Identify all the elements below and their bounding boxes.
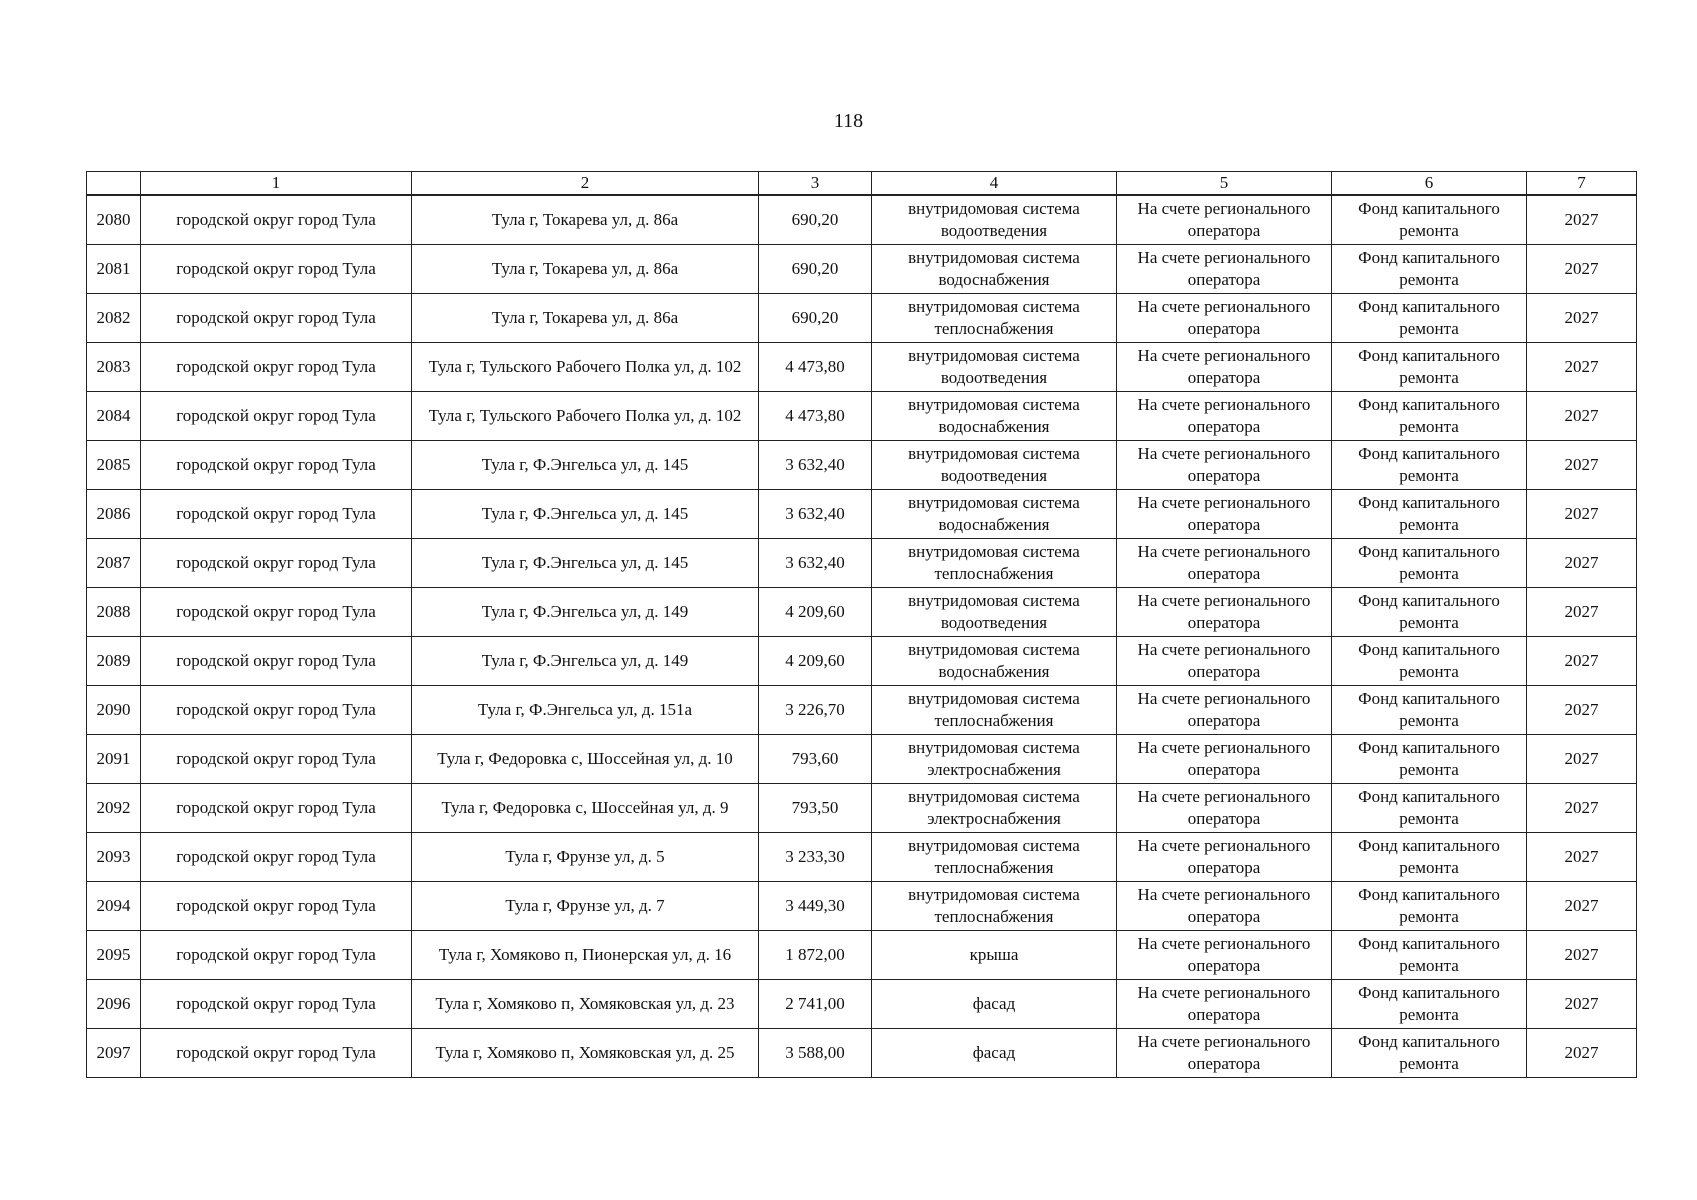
address-cell: Тула г, Ф.Энгельса ул, д. 151а xyxy=(412,686,759,735)
work-type-cell: внутридомовая система водоснабжения xyxy=(872,637,1117,686)
area-cell: 4 209,60 xyxy=(759,588,872,637)
municipality-cell: городской округ город Тула xyxy=(141,343,412,392)
work-type-cell: крыша xyxy=(872,931,1117,980)
funding-source-cell: Фонд капитального ремонта xyxy=(1332,931,1527,980)
account-method-cell: На счете регионального оператора xyxy=(1117,833,1332,882)
municipality-cell: городской округ город Тула xyxy=(141,539,412,588)
municipality-cell: городской округ город Тула xyxy=(141,735,412,784)
table-row xyxy=(87,539,1637,588)
row-number-cell: 2086 xyxy=(87,490,141,539)
address-cell: Тула г, Хомяково п, Хомяковская ул, д. 25 xyxy=(412,1029,759,1078)
work-type-cell: внутридомовая система теплоснабжения xyxy=(872,833,1117,882)
work-type-cell: внутридомовая система теплоснабжения xyxy=(872,294,1117,343)
row-number-cell: 2091 xyxy=(87,735,141,784)
row-number-cell: 2088 xyxy=(87,588,141,637)
row-number-cell: 2094 xyxy=(87,882,141,931)
row-number-cell: 2096 xyxy=(87,980,141,1029)
municipality-cell: городской округ город Тула xyxy=(141,980,412,1029)
funding-source-cell: Фонд капитального ремонта xyxy=(1332,441,1527,490)
funding-source-cell: Фонд капитального ремонта xyxy=(1332,195,1527,245)
account-method-cell: На счете регионального оператора xyxy=(1117,637,1332,686)
area-cell: 3 233,30 xyxy=(759,833,872,882)
work-type-cell: внутридомовая система теплоснабжения xyxy=(872,882,1117,931)
municipality-cell: городской округ город Тула xyxy=(141,1029,412,1078)
funding-source-cell: Фонд капитального ремонта xyxy=(1332,735,1527,784)
table-row xyxy=(87,686,1637,735)
year-cell: 2027 xyxy=(1527,490,1637,539)
work-type-cell: внутридомовая система водоснабжения xyxy=(872,245,1117,294)
address-cell: Тула г, Ф.Энгельса ул, д. 145 xyxy=(412,441,759,490)
year-cell: 2027 xyxy=(1527,343,1637,392)
table-row xyxy=(87,441,1637,490)
account-method-cell: На счете регионального оператора xyxy=(1117,686,1332,735)
work-type-cell: внутридомовая система водоотведения xyxy=(872,588,1117,637)
area-cell: 690,20 xyxy=(759,195,872,245)
row-number-cell: 2082 xyxy=(87,294,141,343)
area-cell: 4 473,80 xyxy=(759,392,872,441)
table-row xyxy=(87,637,1637,686)
year-cell: 2027 xyxy=(1527,441,1637,490)
area-cell: 1 872,00 xyxy=(759,931,872,980)
row-number-cell: 2087 xyxy=(87,539,141,588)
work-type-cell: внутридомовая система водоотведения xyxy=(872,343,1117,392)
account-method-cell: На счете регионального оператора xyxy=(1117,490,1332,539)
year-cell: 2027 xyxy=(1527,245,1637,294)
row-number-cell: 2090 xyxy=(87,686,141,735)
page-number: 118 xyxy=(833,110,864,132)
account-method-cell: На счете регионального оператора xyxy=(1117,1029,1332,1078)
header-cell-2: 2 xyxy=(412,172,759,196)
area-cell: 3 632,40 xyxy=(759,490,872,539)
account-method-cell: На счете регионального оператора xyxy=(1117,784,1332,833)
area-cell: 3 449,30 xyxy=(759,882,872,931)
account-method-cell: На счете регионального оператора xyxy=(1117,882,1332,931)
area-cell: 793,50 xyxy=(759,784,872,833)
municipality-cell: городской округ город Тула xyxy=(141,441,412,490)
account-method-cell: На счете регионального оператора xyxy=(1117,392,1332,441)
row-number-cell: 2084 xyxy=(87,392,141,441)
work-type-cell: внутридомовая система водоснабжения xyxy=(872,490,1117,539)
municipality-cell: городской округ город Тула xyxy=(141,637,412,686)
area-cell: 3 226,70 xyxy=(759,686,872,735)
row-number-cell: 2097 xyxy=(87,1029,141,1078)
area-cell: 690,20 xyxy=(759,294,872,343)
table-row xyxy=(87,882,1637,931)
table-row xyxy=(87,490,1637,539)
year-cell: 2027 xyxy=(1527,294,1637,343)
address-cell: Тула г, Ф.Энгельса ул, д. 145 xyxy=(412,490,759,539)
municipality-cell: городской округ город Тула xyxy=(141,392,412,441)
year-cell: 2027 xyxy=(1527,735,1637,784)
account-method-cell: На счете регионального оператора xyxy=(1117,195,1332,245)
work-type-cell: внутридомовая система водоснабжения xyxy=(872,392,1117,441)
account-method-cell: На счете регионального оператора xyxy=(1117,441,1332,490)
row-number-cell: 2081 xyxy=(87,245,141,294)
funding-source-cell: Фонд капитального ремонта xyxy=(1332,294,1527,343)
table-row xyxy=(87,294,1637,343)
funding-source-cell: Фонд капитального ремонта xyxy=(1332,588,1527,637)
municipality-cell: городской округ город Тула xyxy=(141,882,412,931)
year-cell: 2027 xyxy=(1527,980,1637,1029)
row-number-cell: 2089 xyxy=(87,637,141,686)
account-method-cell: На счете регионального оператора xyxy=(1117,980,1332,1029)
header-cell-5: 5 xyxy=(1117,172,1332,196)
year-cell: 2027 xyxy=(1527,1029,1637,1078)
table-body xyxy=(87,195,1637,1078)
work-type-cell: внутридомовая система водоотведения xyxy=(872,441,1117,490)
address-cell: Тула г, Ф.Энгельса ул, д. 145 xyxy=(412,539,759,588)
year-cell: 2027 xyxy=(1527,637,1637,686)
header-cell-7: 7 xyxy=(1527,172,1637,196)
header-row xyxy=(87,172,1637,196)
funding-source-cell: Фонд капитального ремонта xyxy=(1332,833,1527,882)
work-type-cell: внутридомовая система теплоснабжения xyxy=(872,539,1117,588)
address-cell: Тула г, Тульского Рабочего Полка ул, д. 102 xyxy=(412,343,759,392)
account-method-cell: На счете регионального оператора xyxy=(1117,539,1332,588)
row-number-cell: 2085 xyxy=(87,441,141,490)
table-row xyxy=(87,195,1637,245)
account-method-cell: На счете регионального оператора xyxy=(1117,735,1332,784)
year-cell: 2027 xyxy=(1527,195,1637,245)
year-cell: 2027 xyxy=(1527,392,1637,441)
municipality-cell: городской округ город Тула xyxy=(141,294,412,343)
account-method-cell: На счете регионального оператора xyxy=(1117,931,1332,980)
table-row xyxy=(87,980,1637,1029)
address-cell: Тула г, Федоровка с, Шоссейная ул, д. 10 xyxy=(412,735,759,784)
address-cell: Тула г, Фрунзе ул, д. 5 xyxy=(412,833,759,882)
row-number-cell: 2083 xyxy=(87,343,141,392)
funding-source-cell: Фонд капитального ремонта xyxy=(1332,882,1527,931)
table-row xyxy=(87,735,1637,784)
funding-source-cell: Фонд капитального ремонта xyxy=(1332,686,1527,735)
municipality-cell: городской округ город Тула xyxy=(141,931,412,980)
municipality-cell: городской округ город Тула xyxy=(141,784,412,833)
area-cell: 4 209,60 xyxy=(759,637,872,686)
area-cell: 690,20 xyxy=(759,245,872,294)
work-type-cell: фасад xyxy=(872,980,1117,1029)
municipality-cell: городской округ город Тула xyxy=(141,195,412,245)
work-type-cell: внутридомовая система водоотведения xyxy=(872,195,1117,245)
year-cell: 2027 xyxy=(1527,833,1637,882)
address-cell: Тула г, Токарева ул, д. 86а xyxy=(412,245,759,294)
account-method-cell: На счете регионального оператора xyxy=(1117,245,1332,294)
registry-table xyxy=(86,171,1637,1078)
table-row xyxy=(87,833,1637,882)
address-cell: Тула г, Тульского Рабочего Полка ул, д. 102 xyxy=(412,392,759,441)
year-cell: 2027 xyxy=(1527,784,1637,833)
table-row xyxy=(87,784,1637,833)
area-cell: 3 632,40 xyxy=(759,441,872,490)
address-cell: Тула г, Хомяково п, Пионерская ул, д. 16 xyxy=(412,931,759,980)
header-cell-1: 1 xyxy=(141,172,412,196)
table-row xyxy=(87,343,1637,392)
year-cell: 2027 xyxy=(1527,686,1637,735)
funding-source-cell: Фонд капитального ремонта xyxy=(1332,784,1527,833)
funding-source-cell: Фонд капитального ремонта xyxy=(1332,343,1527,392)
address-cell: Тула г, Фрунзе ул, д. 7 xyxy=(412,882,759,931)
municipality-cell: городской округ город Тула xyxy=(141,686,412,735)
work-type-cell: внутридомовая система электроснабжения xyxy=(872,784,1117,833)
funding-source-cell: Фонд капитального ремонта xyxy=(1332,980,1527,1029)
funding-source-cell: Фонд капитального ремонта xyxy=(1332,392,1527,441)
address-cell: Тула г, Токарева ул, д. 86а xyxy=(412,195,759,245)
table-row xyxy=(87,588,1637,637)
account-method-cell: На счете регионального оператора xyxy=(1117,343,1332,392)
funding-source-cell: Фонд капитального ремонта xyxy=(1332,539,1527,588)
year-cell: 2027 xyxy=(1527,931,1637,980)
funding-source-cell: Фонд капитального ремонта xyxy=(1332,245,1527,294)
area-cell: 3 588,00 xyxy=(759,1029,872,1078)
municipality-cell: городской округ город Тула xyxy=(141,588,412,637)
year-cell: 2027 xyxy=(1527,882,1637,931)
funding-source-cell: Фонд капитального ремонта xyxy=(1332,1029,1527,1078)
address-cell: Тула г, Ф.Энгельса ул, д. 149 xyxy=(412,637,759,686)
area-cell: 3 632,40 xyxy=(759,539,872,588)
address-cell: Тула г, Хомяково п, Хомяковская ул, д. 23 xyxy=(412,980,759,1029)
table-row xyxy=(87,931,1637,980)
work-type-cell: фасад xyxy=(872,1029,1117,1078)
area-cell: 4 473,80 xyxy=(759,343,872,392)
row-number-cell: 2080 xyxy=(87,195,141,245)
row-number-cell: 2095 xyxy=(87,931,141,980)
area-cell: 2 741,00 xyxy=(759,980,872,1029)
address-cell: Тула г, Федоровка с, Шоссейная ул, д. 9 xyxy=(412,784,759,833)
header-cell-4: 4 xyxy=(872,172,1117,196)
funding-source-cell: Фонд капитального ремонта xyxy=(1332,637,1527,686)
work-type-cell: внутридомовая система электроснабжения xyxy=(872,735,1117,784)
municipality-cell: городской округ город Тула xyxy=(141,833,412,882)
funding-source-cell: Фонд капитального ремонта xyxy=(1332,490,1527,539)
header-cell-num xyxy=(87,172,141,196)
row-number-cell: 2093 xyxy=(87,833,141,882)
account-method-cell: На счете регионального оператора xyxy=(1117,294,1332,343)
year-cell: 2027 xyxy=(1527,539,1637,588)
table-row xyxy=(87,245,1637,294)
area-cell: 793,60 xyxy=(759,735,872,784)
table-header xyxy=(87,172,1637,196)
municipality-cell: городской округ город Тула xyxy=(141,245,412,294)
address-cell: Тула г, Ф.Энгельса ул, д. 149 xyxy=(412,588,759,637)
year-cell: 2027 xyxy=(1527,588,1637,637)
municipality-cell: городской округ город Тула xyxy=(141,490,412,539)
account-method-cell: На счете регионального оператора xyxy=(1117,588,1332,637)
header-cell-3: 3 xyxy=(759,172,872,196)
table-row xyxy=(87,1029,1637,1078)
table-row xyxy=(87,392,1637,441)
header-cell-6: 6 xyxy=(1332,172,1527,196)
address-cell: Тула г, Токарева ул, д. 86а xyxy=(412,294,759,343)
row-number-cell: 2092 xyxy=(87,784,141,833)
work-type-cell: внутридомовая система теплоснабжения xyxy=(872,686,1117,735)
